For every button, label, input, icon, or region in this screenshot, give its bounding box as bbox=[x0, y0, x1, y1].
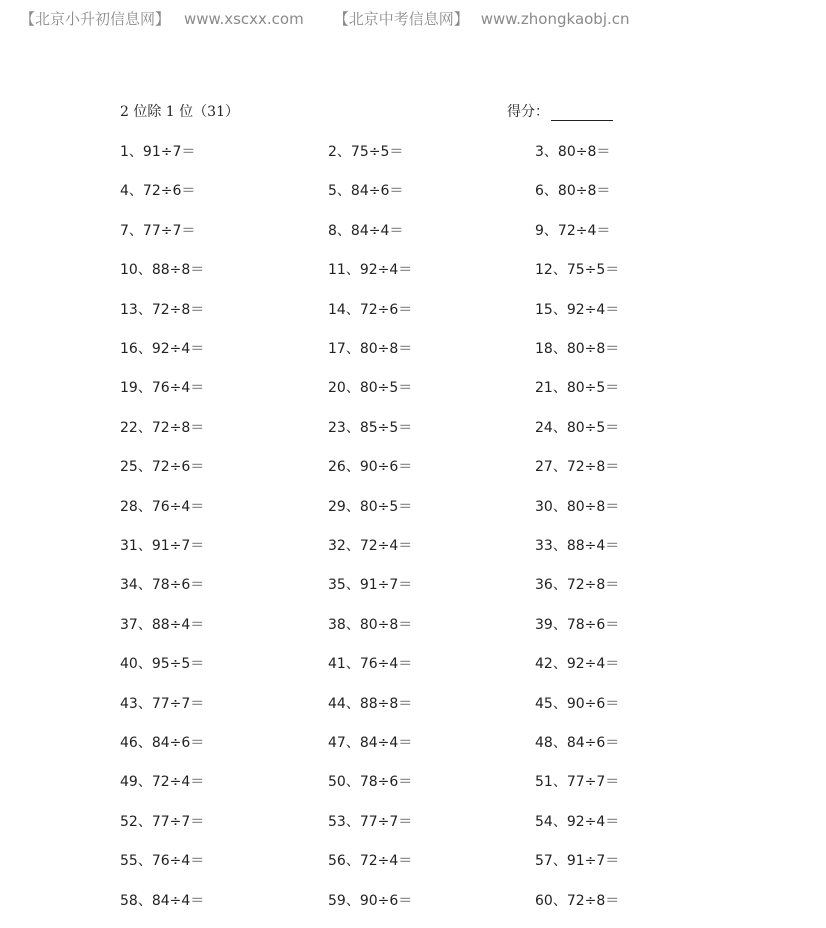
problem-item: 16、92÷4＝ bbox=[120, 341, 205, 357]
problem-item: 26、90÷6＝ bbox=[328, 459, 413, 475]
problem-item: 29、80÷5＝ bbox=[328, 499, 413, 515]
problem-item: 36、72÷8＝ bbox=[535, 577, 620, 593]
problem-item: 33、88÷4＝ bbox=[535, 538, 620, 554]
problem-item: 3、80÷8＝ bbox=[535, 144, 611, 160]
problem-item: 24、80÷5＝ bbox=[535, 420, 620, 436]
problem-item: 12、75÷5＝ bbox=[535, 262, 620, 278]
worksheet-title: 2 位除 1 位（31） bbox=[120, 104, 239, 120]
problem-item: 34、78÷6＝ bbox=[120, 577, 205, 593]
problem-item: 59、90÷6＝ bbox=[328, 893, 413, 909]
problem-item: 40、95÷5＝ bbox=[120, 656, 205, 672]
problem-item: 51、77÷7＝ bbox=[535, 774, 620, 790]
site1-url[interactable]: www.xscxx.com bbox=[184, 10, 304, 28]
problem-item: 52、77÷7＝ bbox=[120, 814, 205, 830]
page-header bbox=[20, 8, 800, 29]
problem-item: 53、77÷7＝ bbox=[328, 814, 413, 830]
problem-item: 9、72÷4＝ bbox=[535, 223, 611, 239]
problem-item: 32、72÷4＝ bbox=[328, 538, 413, 554]
problem-item: 11、92÷4＝ bbox=[328, 262, 413, 278]
problem-item: 22、72÷8＝ bbox=[120, 420, 205, 436]
problem-item: 8、84÷4＝ bbox=[328, 223, 404, 239]
problem-item: 13、72÷8＝ bbox=[120, 302, 205, 318]
score-blank bbox=[551, 106, 613, 121]
problem-item: 54、92÷4＝ bbox=[535, 814, 620, 830]
problem-item: 18、80÷8＝ bbox=[535, 341, 620, 357]
score-label: 得分： bbox=[507, 104, 549, 120]
problem-item: 30、80÷8＝ bbox=[535, 499, 620, 515]
problem-item: 21、80÷5＝ bbox=[535, 380, 620, 396]
problem-item: 46、84÷6＝ bbox=[120, 735, 205, 751]
problem-item: 15、92÷4＝ bbox=[535, 302, 620, 318]
problem-item: 45、90÷6＝ bbox=[535, 696, 620, 712]
problem-item: 44、88÷8＝ bbox=[328, 696, 413, 712]
site1-label: 【北京小升初信息网】 bbox=[20, 10, 171, 28]
problem-item: 48、84÷6＝ bbox=[535, 735, 620, 751]
problem-item: 39、78÷6＝ bbox=[535, 617, 620, 633]
score-field bbox=[507, 101, 613, 121]
problem-item: 35、91÷7＝ bbox=[328, 577, 413, 593]
problem-item: 56、72÷4＝ bbox=[328, 853, 413, 869]
problem-item: 41、76÷4＝ bbox=[328, 656, 413, 672]
problem-item: 17、80÷8＝ bbox=[328, 341, 413, 357]
problem-item: 10、88÷8＝ bbox=[120, 262, 205, 278]
problem-item: 58、84÷4＝ bbox=[120, 893, 205, 909]
problem-item: 50、78÷6＝ bbox=[328, 774, 413, 790]
problem-item: 37、88÷4＝ bbox=[120, 617, 205, 633]
problem-item: 42、92÷4＝ bbox=[535, 656, 620, 672]
problem-item: 20、80÷5＝ bbox=[328, 380, 413, 396]
problem-item: 2、75÷5＝ bbox=[328, 144, 404, 160]
site2-url[interactable]: www.zhongkaobj.cn bbox=[480, 10, 630, 28]
problem-item: 28、76÷4＝ bbox=[120, 499, 205, 515]
problem-item: 1、91÷7＝ bbox=[120, 144, 196, 160]
problem-item: 55、76÷4＝ bbox=[120, 853, 205, 869]
problem-item: 43、77÷7＝ bbox=[120, 696, 205, 712]
problem-item: 47、84÷4＝ bbox=[328, 735, 413, 751]
problem-item: 5、84÷6＝ bbox=[328, 183, 404, 199]
problem-item: 25、72÷6＝ bbox=[120, 459, 205, 475]
problem-item: 27、72÷8＝ bbox=[535, 459, 620, 475]
problem-item: 49、72÷4＝ bbox=[120, 774, 205, 790]
problem-item: 14、72÷6＝ bbox=[328, 302, 413, 318]
site2-label: 【北京中考信息网】 bbox=[333, 10, 469, 28]
problem-item: 4、72÷6＝ bbox=[120, 183, 196, 199]
problem-item: 6、80÷8＝ bbox=[535, 183, 611, 199]
problem-item: 7、77÷7＝ bbox=[120, 223, 196, 239]
problem-item: 31、91÷7＝ bbox=[120, 538, 205, 554]
problem-item: 38、80÷8＝ bbox=[328, 617, 413, 633]
problem-item: 57、91÷7＝ bbox=[535, 853, 620, 869]
problem-item: 60、72÷8＝ bbox=[535, 893, 620, 909]
problem-item: 23、85÷5＝ bbox=[328, 420, 413, 436]
problem-item: 19、76÷4＝ bbox=[120, 380, 205, 396]
